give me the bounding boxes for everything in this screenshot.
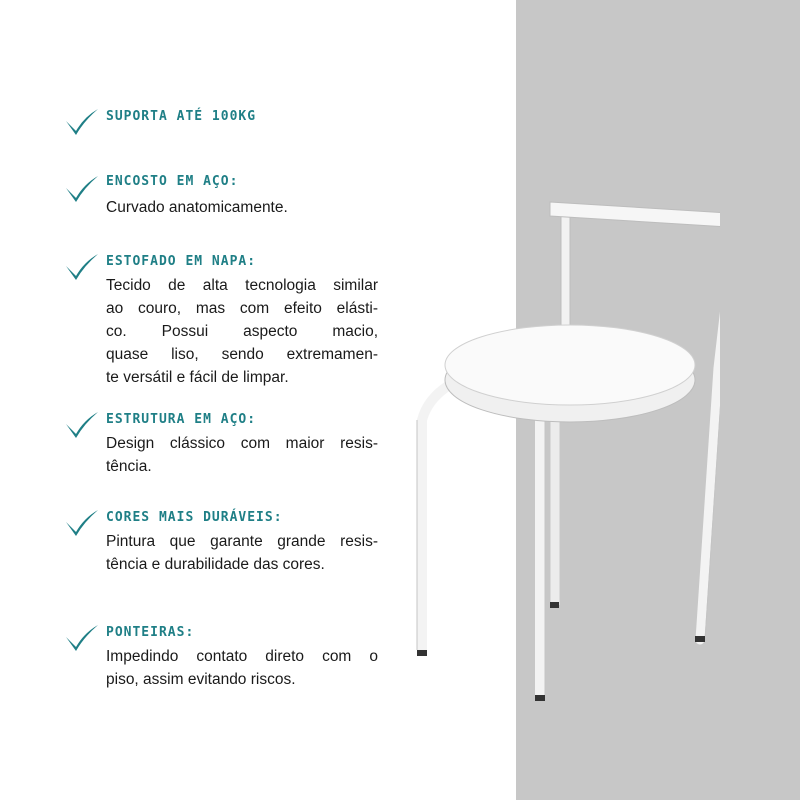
- checkmark-icon: [64, 410, 100, 440]
- description-line: co. Possui aspecto macio,: [106, 323, 378, 340]
- description-line: Pintura que garante grande resis-: [106, 533, 378, 550]
- description-line: tência.: [106, 458, 152, 475]
- checkmark-icon: [64, 107, 100, 137]
- feature-description: [106, 645, 378, 691]
- checkmark-icon: [64, 174, 100, 204]
- feature-description: [106, 196, 378, 219]
- feature-heading: CORES MAIS DURÁVEIS:: [106, 510, 283, 525]
- description-line: Impedindo contato direto com o: [106, 648, 378, 665]
- description-line: piso, assim evitando riscos.: [106, 671, 296, 688]
- description-line: ao couro, mas com efeito elásti-: [106, 300, 378, 317]
- checkmark-icon: [64, 508, 100, 538]
- checkmark-icon: [64, 252, 100, 282]
- feature-description: [106, 274, 378, 389]
- feature-heading: SUPORTA ATÉ 100KG: [106, 109, 257, 124]
- feature-description: [106, 530, 378, 576]
- feature-heading: ENCOSTO EM AÇO:: [106, 174, 239, 189]
- description-line: Curvado anatomicamente.: [106, 199, 288, 216]
- description-line: te versátil e fácil de limpar.: [106, 369, 289, 386]
- checkmark-icon: [64, 623, 100, 653]
- description-line: Design clássico com maior resis-: [106, 435, 378, 452]
- description-line: tência e durabilidade das cores.: [106, 556, 325, 573]
- feature-heading: ESTRUTURA EM AÇO:: [106, 412, 257, 427]
- chair-image: [400, 190, 720, 710]
- description-line: quase liso, sendo extremamen-: [106, 346, 378, 363]
- feature-heading: PONTEIRAS:: [106, 625, 195, 640]
- feature-heading: ESTOFADO EM NAPA:: [106, 254, 257, 269]
- description-line: Tecido de alta tecnologia similar: [106, 277, 378, 294]
- feature-description: [106, 432, 378, 478]
